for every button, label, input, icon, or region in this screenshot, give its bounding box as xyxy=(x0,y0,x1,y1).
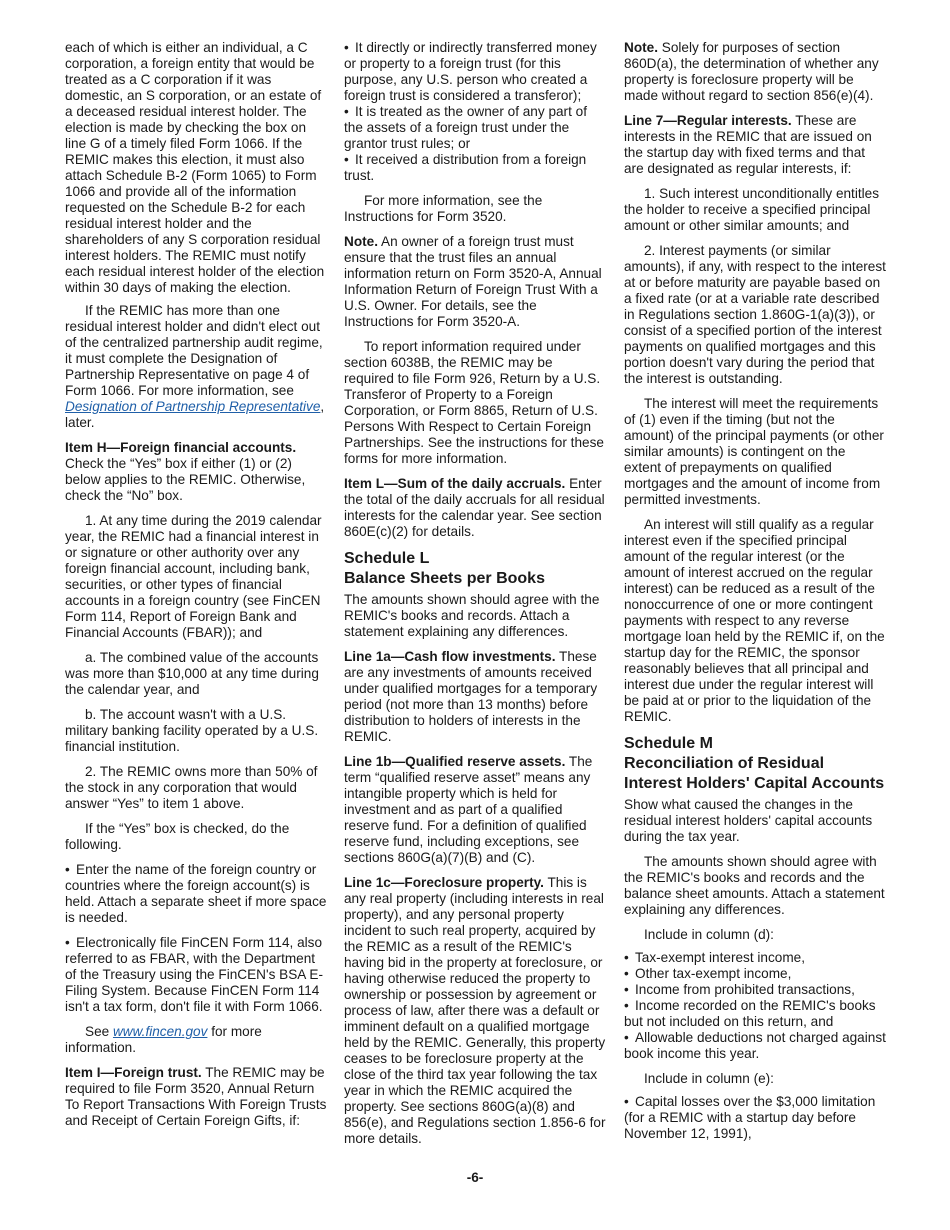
fincen-link[interactable]: www.fincen.gov xyxy=(112,1024,208,1039)
column-d-label: Include in column (d): xyxy=(644,927,774,942)
column-d-list xyxy=(624,950,886,1062)
column-3 xyxy=(624,40,886,1142)
line-7: Line 7—Regular interests. These are interests in the REMIC that are issued on the startup day with fixed terms and that are designated as regular interests, if: xyxy=(624,113,872,176)
list-item: • Allowable deductions not charged against book income this year. xyxy=(624,1030,886,1062)
paragraph: The amounts shown should agree with the REMIC's books and records. Attach a statement explaining any differences. xyxy=(344,592,600,639)
column-e-label: Include in column (e): xyxy=(644,1071,774,1086)
page-number: -6- xyxy=(466,1170,484,1185)
see-fincen: See www.fincen.gov for more information. xyxy=(65,1024,262,1055)
paragraph: each of which is either an individual, a C corporation, a foreign entity that would be treated as a C corporation if it was domestic, an S corporation, or an estate of a deceased residual interest holder. The election is made by checking the box on line G of a timely filed Form 1066. If the REMIC makes this election, it must also attach Schedule B-2 (Form 1065) to Form 1066 and provide all of the information requested on the Schedule B-2 for each residual interest holder and the shareholders of any S corporation residual interest holders. The REMIC must notify each residual interest holder of the election within 30 days of making the election. xyxy=(65,40,325,295)
list-item: • Other tax-exempt income, xyxy=(624,966,886,982)
item-i-heading: Item I—Foreign trust. xyxy=(65,1065,202,1080)
line-1b-heading: Line 1b—Qualified reserve assets. xyxy=(344,754,566,769)
schedule-l-heading: Schedule L Balance Sheets per Books xyxy=(344,550,545,587)
line-7-item-1: 1. Such interest unconditionally entitles the holder to receive a specified principal amount or other similar amounts; and xyxy=(624,186,880,233)
note-heading: Note. xyxy=(344,234,378,249)
item-l-heading: Item L—Sum of the daily accruals. xyxy=(344,476,566,491)
paragraph: To report information required under section 6038B, the REMIC may be required to file Form 926, Return by a U.S. Transferor of Property to a Foreign Corporation, or Form 8865, Return of U.S. Persons With Respect to Certain Foreign Partnerships. See the instructions for these forms for more information. xyxy=(344,339,604,466)
paragraph: Show what caused the changes in the residual interest holders' capital accounts during the tax year. xyxy=(624,797,873,844)
paragraph: If the REMIC has more than one residual interest holder and didn't elect out of the centralized partnership audit regime, it must complete the Designation of Partnership Representative on page 4 of Form 1066. For more information, see Designation of Partnership Representative, later. xyxy=(65,303,325,430)
item-h-a: a. The combined value of the accounts was more than $10,000 at any time during the calendar year, and xyxy=(65,650,319,697)
designation-link[interactable]: Designation of Partnership Representative xyxy=(65,399,321,414)
item-h: Item H—Foreign financial accounts. Check the “Yes” box if either (1) or (2) below applies to the REMIC. Otherwise, check the “No” box. xyxy=(65,440,306,503)
item-h-2: 2. The REMIC owns more than 50% of the stock in any corporation that would answer “Yes” to item 1 above. xyxy=(65,764,318,811)
column-2 xyxy=(344,40,606,1154)
line-7-item-2: 2. Interest payments (or similar amounts), if any, with respect to the interest at or before maturity are payable based on a fixed rate (or at a variable rate described in Regulations section 1.860G-1(a)(3)), or consist of a specified portion of the interest payments on qualified mortgages and this portion doesn't vary during the period that the interest is outstanding. xyxy=(624,243,886,386)
paragraph: For more information, see the Instructions for Form 3520. xyxy=(344,193,543,224)
bullet-item: • It received a distribution from a foreign trust. xyxy=(344,152,606,184)
item-l: Item L—Sum of the daily accruals. Enter the total of the daily accruals for all residual interests for the calendar year. See section 860E(c)(2) for details. xyxy=(344,476,605,539)
bullet-item: • It directly or indirectly transferred money or property to a foreign trust (for this purpose, any U.S. person who created a foreign trust is considered a transferor); xyxy=(344,40,606,104)
schedule-m-heading: Schedule M Reconciliation of Residual Interest Holders' Capital Accounts xyxy=(624,735,885,792)
note-heading: Note. xyxy=(624,40,658,55)
note: Note. An owner of a foreign trust must ensure that the trust files an annual information return on Form 3520-A, Annual Information Return of Foreign Trust With a U.S. Owner. For details, see the Instructions for Form 3520-A. xyxy=(344,234,602,329)
list-item: • Income from prohibited transactions, xyxy=(624,982,886,998)
item-h-b: b. The account wasn't with a U.S. military banking facility operated by a U.S. financial institution. xyxy=(65,707,319,754)
line-1b: Line 1b—Qualified reserve assets. The term “qualified reserve asset” means any intangible property which is held for investment and as part of a qualified reserve fund. For a definition of qualified reserve fund, including exceptions, see sections 860G(a)(7)(B) and (C). xyxy=(344,754,593,865)
line-1a-heading: Line 1a—Cash flow investments. xyxy=(344,649,556,664)
column-1 xyxy=(65,40,327,1136)
item-i: Item I—Foreign trust. The REMIC may be required to file Form 3520, Annual Return To Report Transactions With Foreign Trusts and Receipt of Certain Foreign Gifts, if: xyxy=(65,1065,327,1128)
list-item: • Income recorded on the REMIC's books but not included on this return, and xyxy=(624,998,886,1030)
note: Note. Solely for purposes of section 860D(a), the determination of whether any property is foreclosure property will be made without regard to section 856(e)(4). xyxy=(624,40,879,103)
bullet-item: • Enter the name of the foreign country or countries where the foreign account(s) is held. Attach a separate sheet if more space is needed. xyxy=(65,862,327,926)
paragraph: The interest will meet the requirements of (1) even if the timing (but not the amount) of the principal payments (or other similar amounts) is contingent on the extent of prepayments on qualified mortgages and the amount of income from permitted investments. xyxy=(624,396,884,507)
line-1c: Line 1c—Foreclosure property. This is any real property (including interests in real property), and any personal property incident to such real property, acquired by the REMIC as a result of the REMIC's having bid in the property at foreclosure, or having otherwise reduced the property to ownership or possession by agreement or process of law, after there was a default or imminent default on a qualified mortgage held by the REMIC. Generally, this property ceases to be foreclosure property at the close of the third tax year following the tax year in which the REMIC acquired the property. See sections 860G(a)(8) and 856(e), and Regulations section 1.856-6 for more details. xyxy=(344,875,606,1146)
bullet-item: • Electronically file FinCEN Form 114, also referred to as FBAR, with the Department of the Treasury using the FinCEN's BSA E-Filing System. Because FinCEN Form 114 isn't a tax form, don't file it with Form 1066. xyxy=(65,935,327,1015)
item-h-if-yes: If the “Yes” box is checked, do the following. xyxy=(65,821,290,852)
line-1a: Line 1a—Cash flow investments. These are any investments of amounts received under qualified mortgages for a temporary period (not more than 13 months) before distribution to holders of interests in the REMIC. xyxy=(344,649,598,744)
list-item: • Tax-exempt interest income, xyxy=(624,950,886,966)
item-h-heading: Item H—Foreign financial accounts. xyxy=(65,440,297,455)
paragraph: An interest will still qualify as a regular interest even if the specified principal amount of the regular interest (or the amount of interest accrued on the regular interest) can be reduced as a result of the nonoccurrence of one or more contingent payments with respect to any reverse mortgage loan held by the REMIC if, on the startup day for the REMIC, the sponsor reasonably believes that all principal and interest due under the regular interest will be paid at or prior to the liquidation of the REMIC. xyxy=(624,517,885,724)
item-h-1: 1. At any time during the 2019 calendar year, the REMIC had a financial interest in or signature or other authority over any foreign financial account, including bank, securities, or other types of financial accounts in a foreign country (see FinCEN Form 114, Report of Foreign Bank and Financial Accounts (FBAR)); and xyxy=(65,513,322,640)
paragraph: The amounts shown should agree with the REMIC's books and records and the balance sheet amounts. Attach a statement explaining any differences. xyxy=(624,854,885,917)
bullet-item: • It is treated as the owner of any part of the assets of a foreign trust under the grantor trust rules; or xyxy=(344,104,606,152)
line-7-heading: Line 7—Regular interests. xyxy=(624,113,792,128)
list-item: • Capital losses over the $3,000 limitation (for a REMIC with a startup day before November 12, 1991), xyxy=(624,1094,886,1142)
line-1c-heading: Line 1c—Foreclosure property. xyxy=(344,875,544,890)
